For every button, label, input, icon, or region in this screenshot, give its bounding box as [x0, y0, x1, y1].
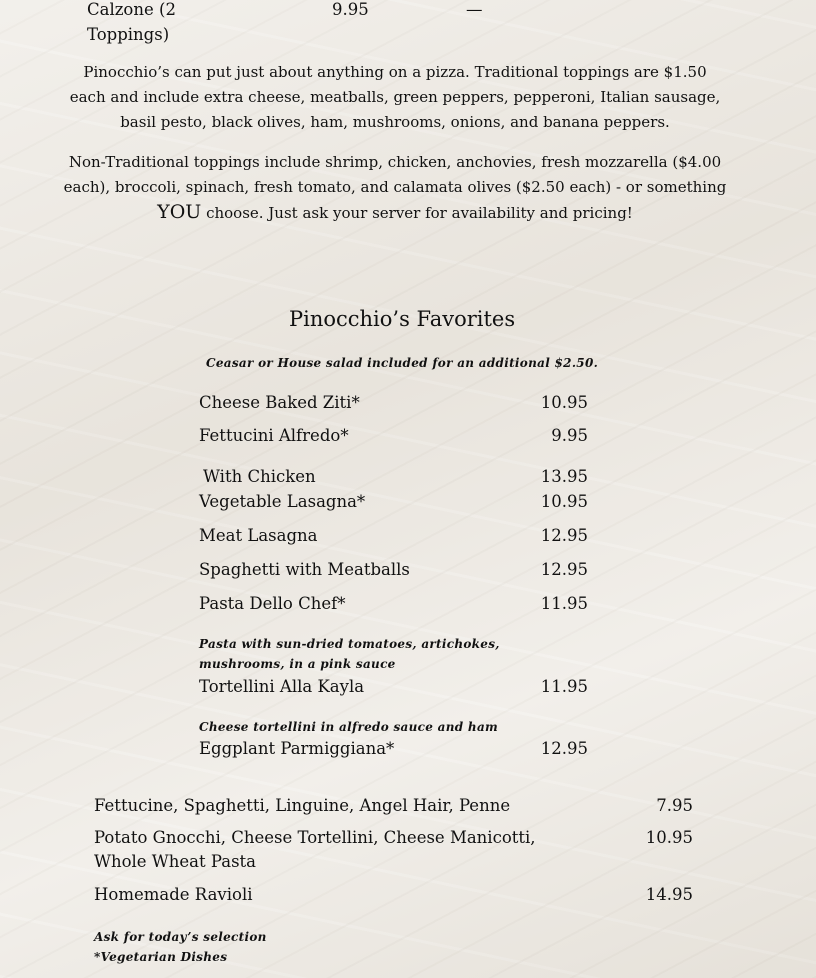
you-emphasis: YOU: [157, 201, 202, 223]
nontraditional-line-2: each), broccoli, spinach, fresh tomato, and calamata olives ($2.50 each) - or something: [63, 178, 727, 196]
nontraditional-line-3-rest: choose. Just ask your server for availability and pricing!: [201, 204, 633, 222]
calzone-name-line2: Toppings): [87, 25, 170, 44]
salad-note: Ceasar or House salad included for an additional $2.50.: [206, 356, 599, 370]
pasta-item-price: 10.95: [645, 828, 693, 847]
calzone-price-2: —: [466, 0, 483, 19]
vegetarian-note: *Vegetarian Dishes: [94, 950, 228, 964]
menu-item-price: 12.95: [540, 560, 588, 579]
toppings-line-2: each and include extra cheese, meatballs, green peppers, pepperoni, Italian sausage,: [69, 88, 721, 106]
toppings-line-3: basil pesto, black olives, ham, mushrooms, onions, and banana peppers.: [120, 113, 670, 131]
menu-item-name: Fettucini Alfredo*: [199, 426, 349, 445]
menu-item-name: Pasta Dello Chef*: [199, 594, 346, 613]
nontraditional-line-1: Non-Traditional toppings include shrimp, chicken, anchovies, fresh mozzarella ($4.00: [68, 153, 722, 171]
toppings-line-1: Pinocchio’s can put just about anything on a pizza. Traditional toppings are $1.50: [83, 63, 707, 81]
pasta-item-name-2: Whole Wheat Pasta: [94, 852, 257, 871]
pasta-item-name: Fettucine, Spaghetti, Linguine, Angel Hair, Penne: [94, 796, 511, 815]
dello-chef-description-2: mushrooms, in a pink sauce: [199, 657, 396, 671]
menu-item-price: 13.95: [540, 467, 588, 486]
dello-chef-description: Pasta with sun-dried tomatoes, artichokes,: [199, 637, 500, 651]
nontraditional-line-3: [40, 200, 750, 226]
menu-item-price: 12.95: [540, 526, 588, 545]
calzone-price: 9.95: [332, 0, 369, 19]
menu-item-price: 9.95: [551, 426, 588, 445]
favorites-title: Pinocchio’s Favorites: [289, 307, 516, 331]
menu-item-price: 11.95: [540, 594, 588, 613]
menu-item-name: Meat Lasagna: [199, 526, 318, 545]
pasta-item-price: 14.95: [645, 885, 693, 904]
menu-item-price: 12.95: [540, 739, 588, 758]
calzone-name-line1: Calzone (2: [87, 0, 176, 19]
menu-item-price: 10.95: [540, 492, 588, 511]
toppings-paragraph: [40, 60, 750, 135]
nontraditional-paragraph: [40, 150, 750, 226]
menu-item-name: Vegetable Lasagna*: [199, 492, 366, 511]
pasta-item-name: Homemade Ravioli: [94, 885, 253, 904]
selection-note: Ask for today’s selection: [94, 930, 267, 944]
menu-item-name: Cheese Baked Ziti*: [199, 393, 360, 412]
menu-item-name: Tortellini Alla Kayla: [199, 677, 365, 696]
pasta-item-price: 7.95: [656, 796, 693, 815]
menu-item-name: With Chicken: [203, 467, 316, 486]
menu-item-name: Spaghetti with Meatballs: [199, 560, 410, 579]
pasta-item-name: Potato Gnocchi, Cheese Tortellini, Cheese Manicotti,: [94, 828, 536, 847]
menu-item-price: 11.95: [540, 677, 588, 696]
menu-item-name: Eggplant Parmiggiana*: [199, 739, 395, 758]
menu-item-price: 10.95: [540, 393, 588, 412]
kayla-description: Cheese tortellini in alfredo sauce and ham: [199, 720, 499, 734]
